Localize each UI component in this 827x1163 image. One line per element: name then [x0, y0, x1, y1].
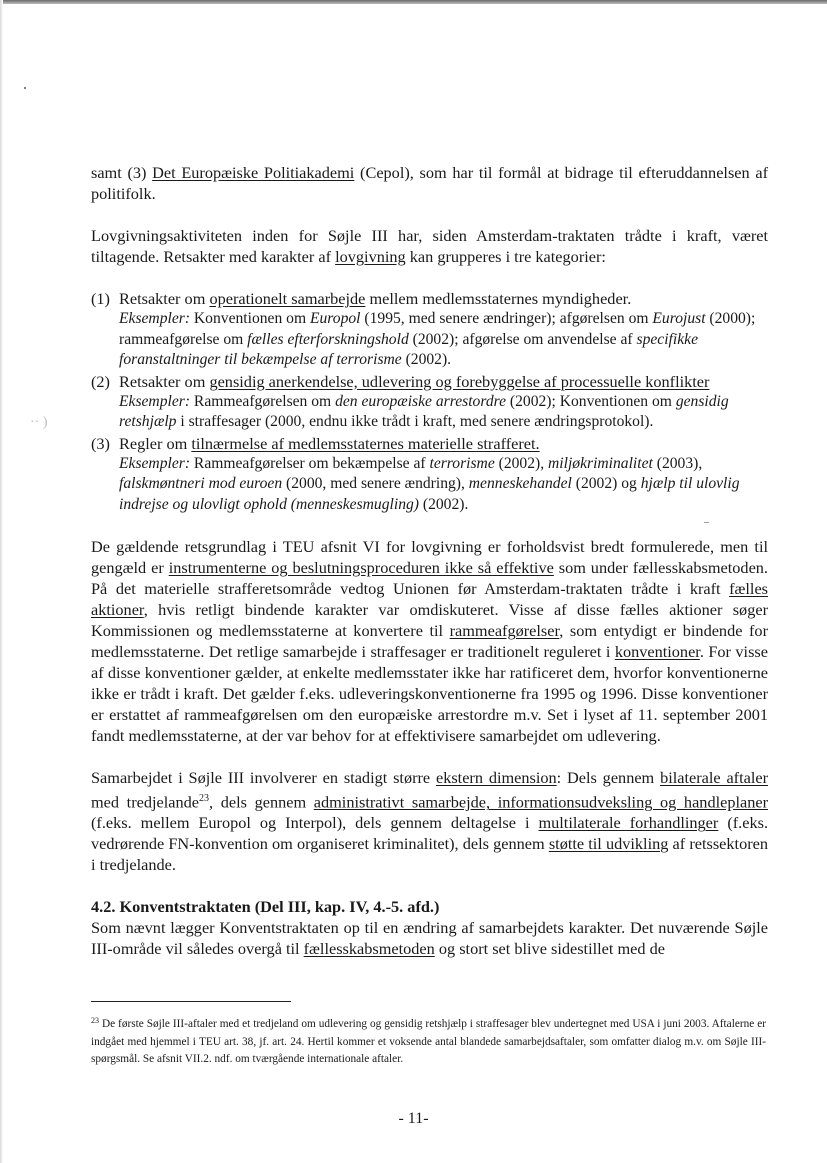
footnote-text: De første Søjle III-aftaler med et tredjeland om udlevering og gensidig retshjælp i straffesager blev undertegnet med USA i juni 2003. Aftalerne er indgået med hjemmel i TEU art. 38, jf. art. 24. Hertil kommer et voksende antal blandede samarbejdsaftaler, som omfatter dialog m.v. om Søjle III-spørgsmål. Se afsnit VII.2. ndf. om tværgående internationale aftaler.: [91, 1018, 766, 1065]
italic-term: terrorisme: [429, 454, 495, 472]
text: (2002),: [494, 454, 549, 472]
footnote: [91, 1012, 766, 1069]
underlined-term: bilaterale aftaler: [660, 768, 769, 787]
text: , dels gennem: [209, 792, 314, 812]
text: kan grupperes i tre kategorier:: [405, 247, 606, 266]
text: , hvis retligt bindende karakter var omdiskuteret. Visse af disse fælles aktioner søger Kommissionen og medlemsstaterne at konvertere til: [91, 600, 768, 640]
text: , som entydigt er bindende for medlemsstaterne. Det retlige samarbejde i straffesager er traditionelt reguleret i: [91, 621, 768, 661]
text: Som nævnt lægger Konventstraktaten op til en ændring af samarbejdets karakter. Det nuværende Søjle III-område vil således overgå til: [91, 918, 768, 959]
text: Samarbejdet i Søjle III involverer en stadigt større: [91, 768, 436, 787]
page-body: [91, 162, 768, 959]
text: Regler om: [119, 433, 192, 453]
underlined-term: instrumenterne og beslutningsproceduren ikke så effektive: [168, 558, 554, 577]
list-item: [91, 371, 768, 433]
text: (2000); rammeafgørelse om: [119, 310, 756, 348]
text: (2002).: [418, 495, 469, 513]
underlined-term: tilnærmelse af medlemsstaternes materielle strafferet.: [191, 433, 540, 453]
italic-term: specifikke foranstaltninger til bekæmpelse af terrorisme: [119, 330, 698, 368]
text: . For visse af disse konventioner gælder, at enkelte medlemsstater ikke har ratificeret dem, hvorfor konventionerne ikke er trådt i kraft. Det gælder f.eks. udleveringskonventionerne fra 1995 og 1996. Disse konventioner er erstattet af rammeafgørelsen om den europæiske arrestordre m.v. Set i lyset af 11. september 2001 fandt medlemsstaterne, at der var behov for at effektivisere samarbejdet om udlevering.: [91, 642, 768, 745]
underlined-term: Det Europæiske Politiakademi: [152, 163, 355, 182]
list-item-text: [119, 288, 768, 309]
underlined-term: operationelt samarbejde: [209, 289, 366, 308]
list-item-text: [119, 433, 768, 454]
paragraph-2: [91, 225, 768, 267]
italic-term: fælles efterforskningshold: [247, 330, 409, 348]
text: (f.eks. vedrørende FN-konvention om organiseret kriminalitet), dels gennem: [91, 813, 769, 854]
list-item-text: [119, 371, 768, 392]
italic-term: miljøkriminalitet: [548, 454, 653, 472]
paragraph-4: [91, 767, 768, 875]
examples: [119, 309, 768, 371]
text: (1995, med senere ændringer); afgørelsen om: [360, 310, 653, 327]
text: samt (3): [91, 163, 153, 182]
underlined-term: gensidig anerkendelse, udlevering og forebyggelse af processuelle konflikter: [209, 371, 710, 391]
list-item: [91, 433, 768, 516]
paragraph-3: [91, 536, 768, 746]
examples-label: Eksempler:: [119, 392, 191, 410]
italic-term: den europæiske arrestordre: [335, 392, 507, 410]
text: (f.eks. mellem Europol og Interpol), dels gennem deltagelse i: [91, 813, 539, 833]
text: af retssektoren i tredjelande.: [91, 834, 768, 875]
page-number: - 11-: [398, 1110, 429, 1127]
footnote-divider: [91, 1001, 291, 1002]
text: (2002); Konventionen om: [506, 392, 676, 410]
text: (2000, med senere ændring),: [282, 475, 469, 492]
text: i straffesager (2000, endnu ikke trådt i kraft, med senere ændringsprotokol).: [176, 413, 654, 430]
scan-left-edge: [0, 0, 3, 1163]
italic-term: Europol: [309, 310, 361, 327]
underlined-term: administrativt samarbejde, informationsudveksling og handleplaner: [313, 792, 769, 812]
text: (2002); afgørelse om anvendelse af: [408, 330, 637, 348]
examples: [119, 392, 768, 433]
underlined-term: fællesskabsmetoden: [303, 939, 435, 959]
list-number: (2): [91, 371, 110, 391]
text: : Dels gennem: [556, 768, 661, 787]
text: Retsakter om: [119, 289, 210, 308]
underlined-term: støtte til udvikling: [548, 834, 669, 854]
underlined-term: konventioner: [614, 642, 700, 661]
text: Rammeafgørelser om bekæmpelse af: [190, 454, 430, 472]
underlined-term: fælles aktioner: [91, 579, 768, 619]
text: Rammeafgørelsen om: [190, 392, 336, 410]
category-list: [91, 288, 768, 515]
italic-term: menneskehandel: [468, 475, 572, 492]
pencil-mark: –: [704, 517, 709, 528]
text: Retsakter om: [119, 371, 210, 391]
paragraph-5: [91, 917, 768, 959]
text: (2003),: [652, 454, 703, 472]
text: (2002).: [401, 351, 452, 368]
text: (Cepol), som har til formål at bidrage til efteruddannelsen af politifolk.: [91, 163, 768, 203]
text: Lovgivningsaktiviteten inden for Søjle III har, siden Amsterdam-traktaten trådte i kraft, været tiltagende. Retsakter med karakter af: [91, 226, 768, 266]
scan-speck: [24, 87, 26, 89]
margin-mark: ·· ): [30, 415, 48, 430]
examples: [119, 454, 768, 516]
examples-label: Eksempler:: [119, 310, 191, 327]
footnote-marker: 23: [91, 1016, 99, 1025]
list-item: [91, 288, 768, 371]
text: De gældende retsgrundlag i TEU afsnit VI for lovgivning er forholdsvist bredt formulerede, men til gengæld er: [91, 537, 768, 577]
paragraph-1: [91, 162, 768, 204]
text: med tredjelande: [91, 792, 199, 812]
list-number: (1): [91, 289, 110, 308]
examples-label: Eksempler:: [119, 454, 191, 472]
footnote-ref: 23: [199, 793, 209, 804]
italic-term: Eurojust: [652, 310, 706, 327]
list-number: (3): [91, 433, 110, 453]
section-heading: 4.2. Konventstraktaten (Del III, kap. IV, 4.-5. afd.): [91, 897, 440, 917]
underlined-term: multilaterale forhandlinger: [538, 813, 719, 833]
underlined-term: rammeafgørelser: [449, 621, 560, 640]
text: Konventionen om: [190, 310, 310, 327]
italic-term: gensidig retshjælp: [119, 392, 729, 430]
text: som under fællesskabsmetoden. På det materielle strafferetsområde vedtog Unionen før Amsterdam-traktaten trådte i kraft: [91, 558, 769, 598]
text: mellem medlemsstaternes myndigheder.: [365, 289, 632, 308]
italic-term: falskmøntneri mod euroen: [119, 475, 283, 492]
scan-top-edge: [0, 0, 827, 4]
underlined-term: ekstern dimension: [435, 768, 557, 787]
italic-term: hjælp til ulovlig indrejse og ulovligt ophold (menneskesmugling): [119, 475, 740, 513]
text: og stort set blive sidestillet med de: [434, 939, 665, 959]
underlined-term: lovgivning: [335, 247, 406, 266]
text: (2002) og: [571, 475, 641, 492]
